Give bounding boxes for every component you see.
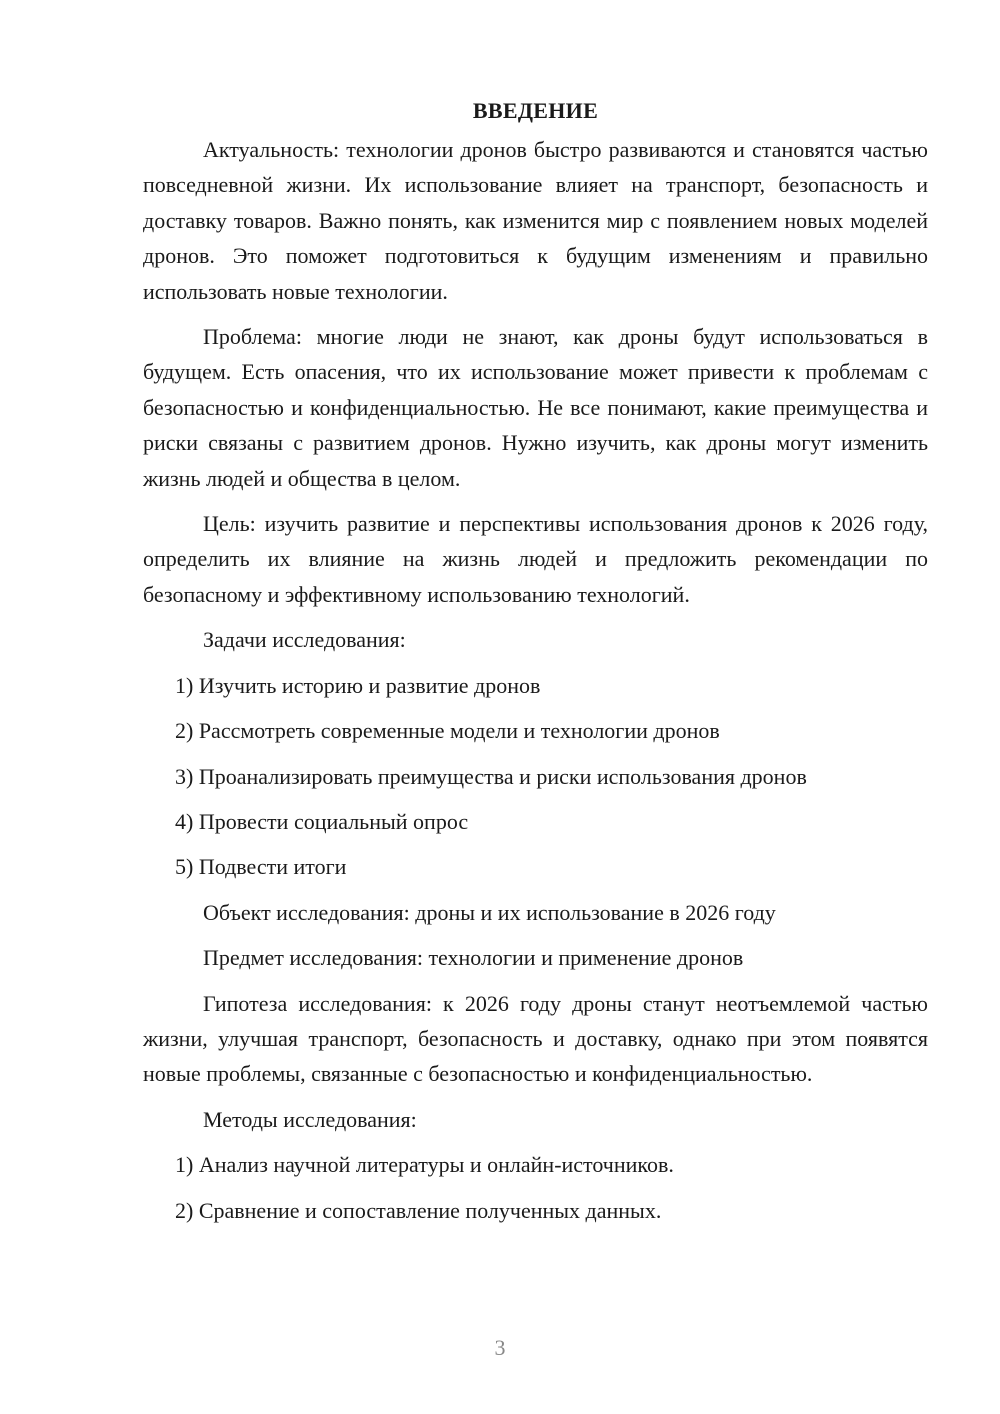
page-number: 3 <box>494 1335 506 1360</box>
list-item: 5) Подвести итоги <box>175 854 347 880</box>
problem-paragraph: Проблема: многие люди не знают, как дроны будут использоваться в будущем. Есть опасения, что их использование может привести к проблемам с безопасностью и конфиденциальностью. Не все понимают, какие преимущества и риски связаны с развитием дронов. Нужно изучить, как дроны могут изменить жизнь людей и общества в целом. <box>143 324 928 491</box>
list-item: 3) Проанализировать преимущества и риски использования дронов <box>175 763 807 789</box>
goal-paragraph: Цель: изучить развитие и перспективы использования дронов к 2026 году, определить их влияние на жизнь людей и предложить рекомендации по безопасному и эффективному использованию технологий. <box>143 511 928 607</box>
document-page <box>143 96 928 1238</box>
subject-line: Предмет исследования: технологии и применение дронов <box>203 945 744 971</box>
list-item: 2) Рассмотреть современные модели и технологии дронов <box>175 718 720 744</box>
tasks-heading: Задачи исследования: <box>203 627 406 653</box>
methods-list <box>143 1147 928 1228</box>
hypothesis-paragraph: Гипотеза исследования: к 2026 году дроны станут неотъемлемой частью жизни, улучшая транспорт, безопасность и доставку, однако при этом появятся новые проблемы, связанные с безопасностью и конфиденциальностью. <box>143 990 928 1087</box>
list-item: 4) Провести социальный опрос <box>175 808 469 834</box>
list-item: 1) Изучить историю и развитие дронов <box>175 672 541 698</box>
relevance-paragraph: Актуальность: технологии дронов быстро развиваются и становятся частью повседневной жизни. Их использование влияет на транспорт, безопасность и доставку товаров. Важно понять, как изменится мир с появлением новых моделей дронов. Это поможет подготовиться к будущим изменениям и правильно использовать новые технологии. <box>143 137 928 304</box>
object-line: Объект исследования: дроны и их использование в 2026 году <box>203 899 776 925</box>
methods-heading: Методы исследования: <box>203 1106 417 1132</box>
list-item: 2) Сравнение и сопоставление полученных данных. <box>175 1197 662 1223</box>
tasks-list <box>143 668 928 885</box>
list-item: 1) Анализ научной литературы и онлайн-источников. <box>175 1152 674 1178</box>
section-title: ВВЕДЕНИЕ <box>472 98 599 123</box>
